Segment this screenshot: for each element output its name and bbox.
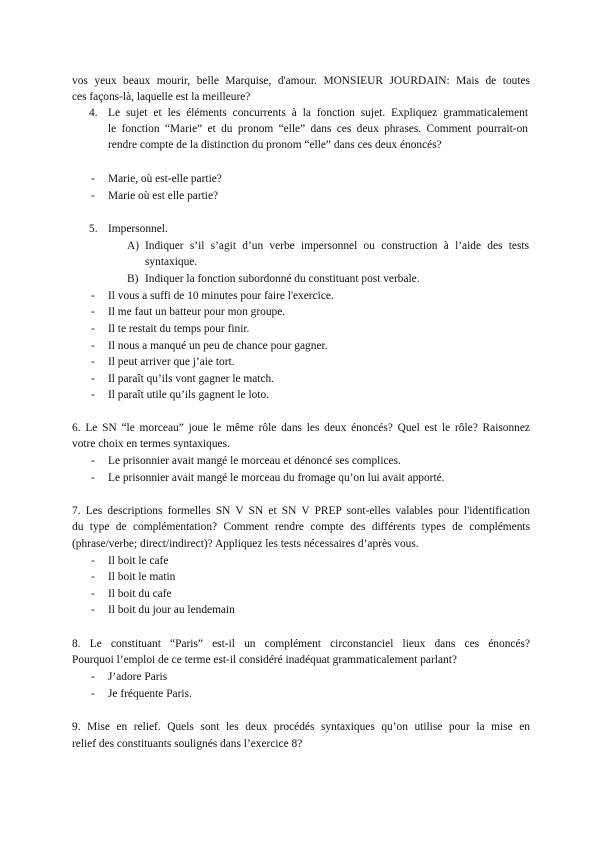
q7-line-3: (phrase/verbe; direct/indirect)? Appliquez les tests nécessaires d’après vous. xyxy=(72,538,419,550)
bullet-dash: - xyxy=(91,356,95,368)
q6-line-2: votre choix en termes syntaxiques. xyxy=(72,438,230,450)
q7-item-2: Il boit le matin xyxy=(108,571,176,583)
q8-line-1: 8. Le constituant “Paris” est-il un complément circonstanciel lieux dans ces énoncés? xyxy=(72,638,530,650)
q5-item-7: Il paraît utile qu’ils gagnent le loto. xyxy=(108,389,270,401)
q9-line-2: relief des constituants soulignés dans l’exercice 8? xyxy=(72,738,303,750)
q6-line-1: 6. Le SN “le morceau” joue le même rôle dans les deux énoncés? Quel est le rôle? Raisonnez xyxy=(72,422,530,434)
q8-line-2: Pourquoi l’emploi de ce terme est-il considéré inadéquat grammaticalement parlant? xyxy=(72,654,457,666)
bullet-dash: - xyxy=(91,306,95,318)
q8-item-2: Je fréquente Paris. xyxy=(108,688,192,700)
q4-number: 4. xyxy=(89,107,98,119)
q5-item-5: Il peut arriver que j’aie tort. xyxy=(108,356,235,368)
q5-sub-a-label: A) xyxy=(127,240,140,252)
q7-line-1: 7. Les descriptions formelles SN V SN et SN V PREP sont-elles valables pour l'identification xyxy=(72,505,530,517)
q5-item-2: Il me faut un batteur pour mon groupe. xyxy=(108,306,286,318)
q5-item-6: Il paraît qu’ils vont gagner le match. xyxy=(108,373,275,385)
bullet-dash: - xyxy=(91,190,95,202)
q5-item-4: Il nous a manqué un peu de chance pour gagner. xyxy=(108,340,328,352)
bullet-dash: - xyxy=(91,323,95,335)
q5-sub-b-label: B) xyxy=(127,273,139,285)
bullet-dash: - xyxy=(91,671,95,683)
intro-line-1: vos yeux beaux mourir, belle Marquise, d'amour. MONSIEUR JOURDAIN: Mais de toutes xyxy=(72,75,530,87)
q4-item-1: Marie, où est-elle partie? xyxy=(108,173,222,185)
q5-sub-a-line-1: Indiquer s’il s’agit d’un verbe impersonnel ou construction à l’aide des tests xyxy=(145,240,529,252)
bullet-dash: - xyxy=(91,340,95,352)
q6-item-1: Le prisonnier avait mangé le morceau et dénoncé ses complices. xyxy=(108,455,401,467)
q7-line-2: du type de complémentation? Comment rendre compte des différents types de compléments xyxy=(72,521,530,533)
q5-title: Impersonnel. xyxy=(108,223,168,235)
bullet-dash: - xyxy=(91,290,95,302)
q5-sub-a-line-2: syntaxique. xyxy=(145,256,198,268)
bullet-dash: - xyxy=(91,604,95,616)
bullet-dash: - xyxy=(91,688,95,700)
bullet-dash: - xyxy=(91,555,95,567)
q9-line-1: 9. Mise en relief. Quels sont les deux procédés syntaxiques qu’on utilise pour la mise en xyxy=(72,721,530,733)
q7-item-1: Il boit le cafe xyxy=(108,555,169,567)
bullet-dash: - xyxy=(91,389,95,401)
q4-line-1: Le sujet et les éléments concurrents à la fonction sujet. Expliquez grammaticalement xyxy=(108,107,528,119)
q8-item-1: J’adore Paris xyxy=(108,671,168,683)
q6-item-2: Le prisonnier avait mangé le morceau du fromage qu’on lui avait apporté. xyxy=(108,472,445,484)
bullet-dash: - xyxy=(91,571,95,583)
q5-sub-b-line-1: Indiquer la fonction subordonné du constituant post verbale. xyxy=(145,273,420,285)
q4-line-2: le fonction “Marie” et du pronom “elle” dans ces deux phrases. Comment pourrait-on xyxy=(108,123,528,135)
bullet-dash: - xyxy=(91,472,95,484)
q5-item-3: Il te restait du temps pour finir. xyxy=(108,323,250,335)
q7-item-4: Il boit du jour au lendemain xyxy=(108,604,235,616)
q7-item-3: Il boit du cafe xyxy=(108,588,172,600)
q5-number: 5. xyxy=(89,223,98,235)
bullet-dash: - xyxy=(91,455,95,467)
q4-line-3: rendre compte de la distinction du pronom “elle” dans ces deux énoncés? xyxy=(108,139,442,151)
q4-item-2: Marie où est elle partie? xyxy=(108,190,219,202)
intro-line-2: ces façons-là, laquelle est la meilleure? xyxy=(72,91,251,103)
bullet-dash: - xyxy=(91,588,95,600)
bullet-dash: - xyxy=(91,373,95,385)
q5-item-1: Il vous a suffi de 10 minutes pour faire l'exercice. xyxy=(108,290,334,302)
bullet-dash: - xyxy=(91,173,95,185)
